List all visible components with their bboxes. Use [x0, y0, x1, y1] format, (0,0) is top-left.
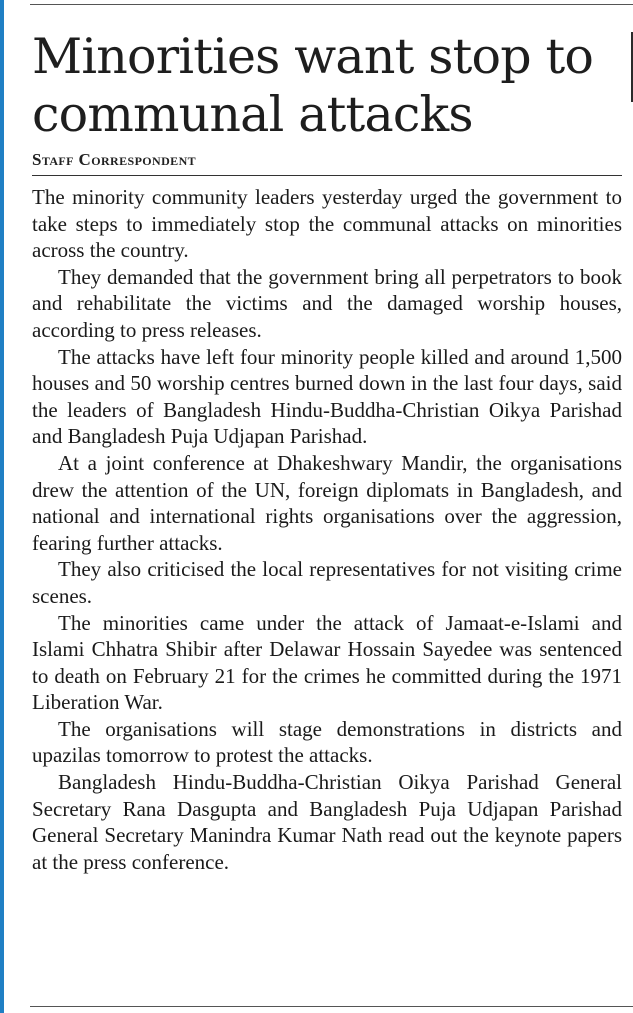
- byline-divider: [32, 175, 622, 176]
- paragraph: The attacks have left four minority people killed and around 1,500 houses and 50 worship centres burned down in the last four days, said the leaders of Bangladesh Hindu-Buddha-Christian Oikya Parishad and Bangladesh Puja Udjapan Parishad.: [32, 344, 622, 449]
- left-page-rule: [0, 0, 4, 1013]
- paragraph: The minority community leaders yesterday urged the government to take steps to immediately stop the communal attacks on minorities across the country.: [32, 185, 622, 263]
- bottom-rule: [30, 1006, 633, 1007]
- top-rule: [30, 4, 633, 5]
- paragraph: They demanded that the government bring all perpetrators to book and rehabilitate the victims and the damaged worship houses, according to press releases.: [32, 264, 622, 342]
- paragraph: The minorities came under the attack of Jamaat-e-Islami and Islami Chhatra Shibir after Delawar Hossain Sayedee was sentenced to death on February 21 for the crimes he committed during the 1971 Liberation War.: [32, 610, 622, 715]
- paragraph: Bangladesh Hindu-Buddha-Christian Oikya Parishad General Secretary Rana Dasgupta and Bangladesh Puja Udjapan Parishad General Secretary Manindra Kumar Nath read out the keynote papers at the press conference.: [32, 770, 622, 874]
- headline: Minorities want stop to communal attacks: [32, 28, 594, 143]
- paragraph: At a joint conference at Dhakeshwary Mandir, the organisations drew the attention of the UN, foreign diplomats in Bangladesh, and national and international rights organisations over the aggression, fearing further attacks.: [32, 450, 622, 555]
- article-body: [32, 184, 622, 875]
- paragraph: They also criticised the local representatives for not visiting crime scenes.: [32, 557, 622, 608]
- article: [32, 28, 622, 875]
- paragraph: The organisations will stage demonstrations in districts and upazilas tomorrow to protest the attacks.: [32, 716, 622, 768]
- byline: Staff Correspondent: [32, 150, 197, 169]
